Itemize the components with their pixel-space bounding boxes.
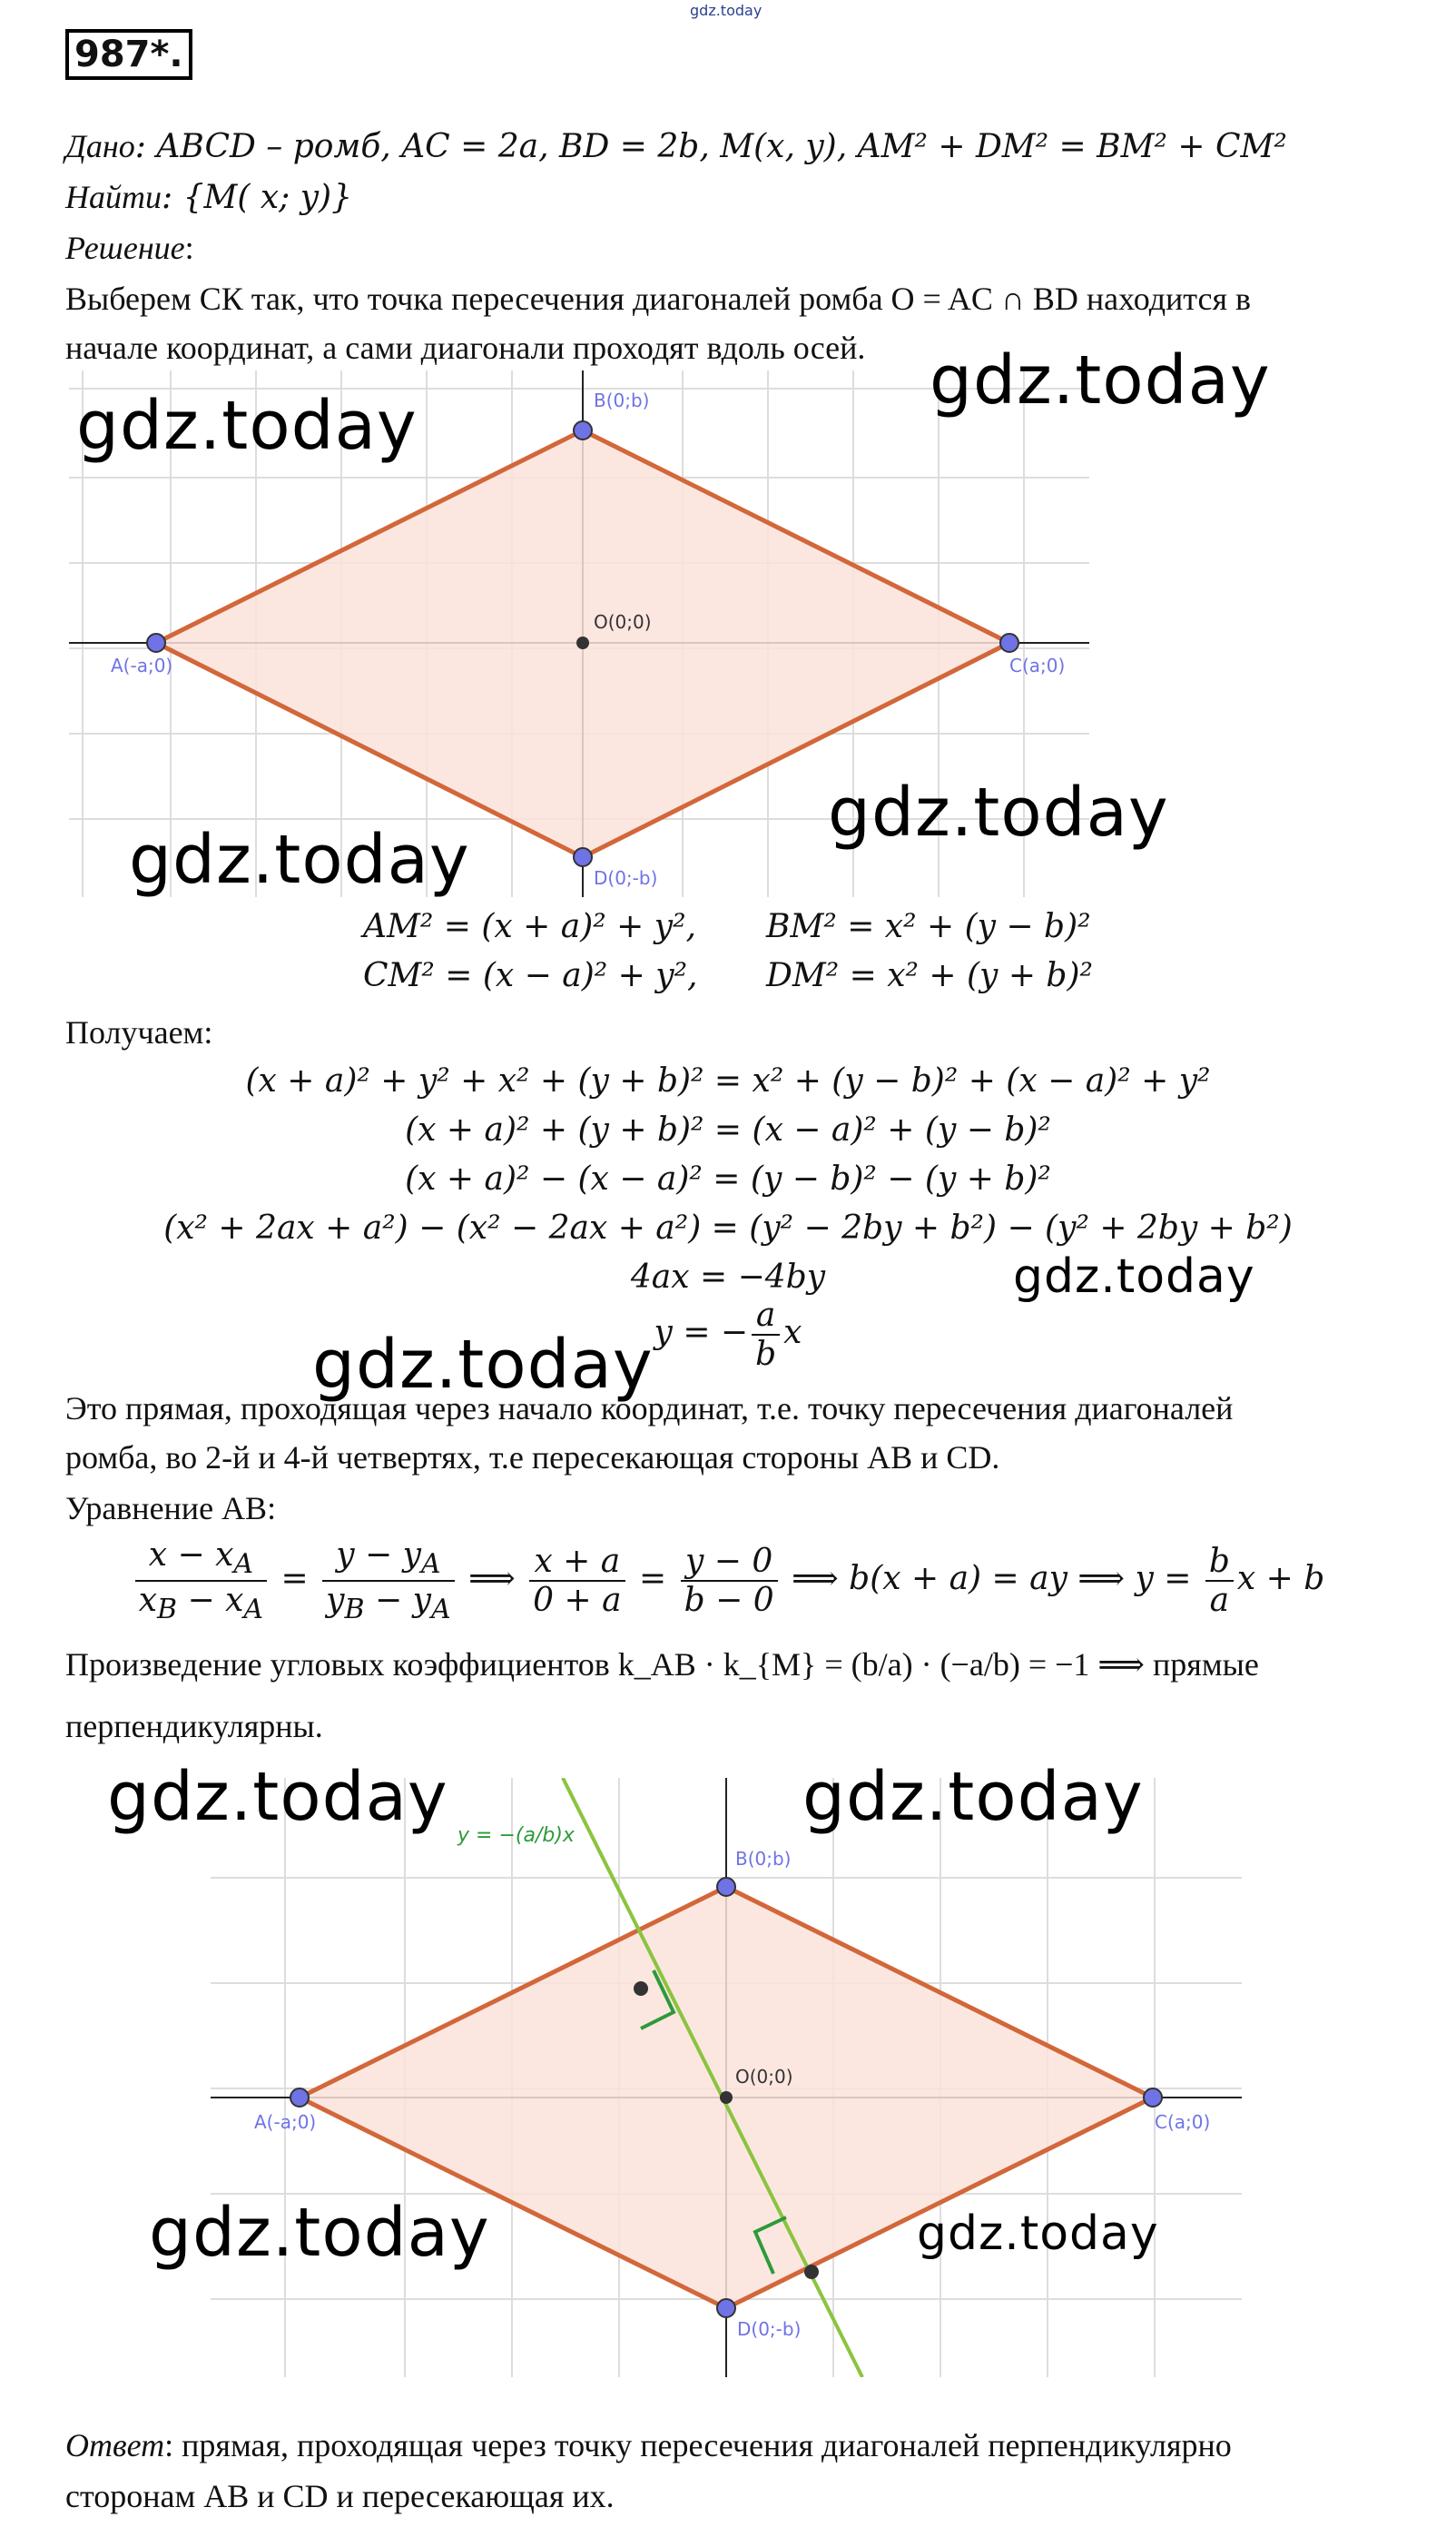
label-a: A(-a;0)	[254, 2111, 317, 2133]
point-d	[717, 2299, 735, 2317]
answer-line1: Ответ: прямая, проходящая через точку пересечения диагоналей перпендикулярно	[65, 2427, 1232, 2463]
problem-number: 987*.	[65, 29, 192, 80]
point-d	[574, 848, 592, 866]
find-text: : {M( x; y)}	[162, 179, 352, 216]
answer-line2: сторонам AB и CD и пересекающая их.	[65, 2478, 615, 2514]
rhombus-diagram-2	[211, 1778, 1242, 2377]
label-d: D(0;-b)	[737, 2318, 802, 2340]
watermark: gdz.today	[149, 2194, 490, 2272]
watermark: gdz.today	[802, 1758, 1144, 1836]
line-equation-label: y = −(a/b)x	[457, 1824, 575, 1847]
watermark: gdz.today	[107, 1758, 448, 1836]
label-d: D(0;-b)	[594, 867, 658, 889]
point-o	[576, 637, 589, 649]
formula-cm2: CM² = (x − a)² + y²,	[363, 957, 698, 994]
formula-am2: AM² = (x + a)² + y²,	[363, 908, 696, 945]
find-label: Найти	[65, 179, 162, 215]
watermark: gdz.today	[1013, 1249, 1255, 1304]
para2-line2: ромба, во 2-й и 4-й четвертях, т.е пересекающая стороны AB и CD.	[65, 1439, 1000, 1476]
given-label: Дано	[65, 128, 135, 164]
point-c	[1000, 634, 1018, 652]
para1-line1: Выберем СК так, что точка пересечения диагоналей ромба O = AC ∩ BD находится в	[65, 281, 1252, 317]
equation-2: (x + a)² + (y + b)² = (x − a)² + (y − b)²	[405, 1111, 1051, 1149]
ab-equation-label: Уравнение AB:	[65, 1490, 277, 1526]
watermark: gdz.today	[76, 387, 418, 465]
point-a	[290, 2088, 309, 2107]
formula-bm2: BM² = x² + (y − b)²	[766, 908, 1091, 945]
point-a	[147, 634, 165, 652]
watermark: gdz.today	[917, 2206, 1159, 2261]
watermark: gdz.today	[930, 341, 1271, 420]
label-a: A(-a;0)	[111, 655, 173, 676]
point-o	[720, 2091, 733, 2104]
para1-line2: начале координат, а сами диагонали проходят вдоль осей.	[65, 330, 866, 366]
intersection-ab	[634, 1981, 648, 1996]
intersection-cd	[804, 2265, 819, 2279]
given-line	[65, 127, 1287, 165]
label-c: C(a;0)	[1009, 655, 1066, 676]
given-text: : ABCD – ромб, AC = 2a, BD = 2b, M(x, y), AM² + DM² = BM² + CM²	[134, 128, 1287, 165]
solution-label: Решение	[65, 230, 185, 266]
label-b: B(0;b)	[735, 1848, 792, 1870]
equation-5: 4ax = −4by	[630, 1259, 826, 1296]
point-b	[717, 1878, 735, 1896]
point-c	[1144, 2088, 1162, 2107]
equation-1: (x + a)² + y² + x² + (y + b)² = x² + (y − b)² + (x − a)² + y²	[245, 1062, 1211, 1100]
watermark: gdz.today	[129, 821, 470, 899]
watermark: gdz.today	[312, 1326, 654, 1404]
formula-dm2: DM² = x² + (y + b)²	[766, 957, 1093, 994]
para3-line2: перпендикулярны.	[65, 1708, 323, 1744]
equation-6: y = − $\frac{a}{b}$ x	[654, 1297, 802, 1373]
answer-label: Ответ	[65, 2427, 165, 2463]
ab-equation: $\frac{x - x_A}{x_B - x_A}$ = $\frac{y - y_A}{y_B - y_A}$ ⟹ $\frac{x + a}{0 + a}$ = $\frac{y - 0}{b - 0}$ ⟹ b(x + a) = ay ⟹ y = $\frac{b}{a}$ x + b	[0, 1536, 1456, 1625]
find-line	[65, 178, 352, 216]
solution-line: Решение:	[65, 230, 194, 266]
para2-line1: Это прямая, проходящая через начало координат, т.е. точку пересечения диагоналей	[65, 1390, 1234, 1426]
label-o: O(0;0)	[594, 611, 652, 633]
equation-3: (x + a)² − (x − a)² = (y − b)² − (y + b)²	[405, 1160, 1051, 1198]
top-watermark: gdz.today	[690, 2, 762, 19]
para3-line1: Произведение угловых коэффициентов k_AB · k_{M} = (b/a) · (−a/b) = −1 ⟹ прямые	[65, 1646, 1259, 1683]
label-o: O(0;0)	[735, 2066, 793, 2088]
equation-4: (x² + 2ax + a²) − (x² − 2ax + a²) = (y² − 2by + b²) − (y² + 2by + b²)	[163, 1209, 1293, 1247]
fraction-a-over-b: $\frac{a}{b}$	[752, 1297, 780, 1373]
get-label: Получаем:	[65, 1014, 213, 1051]
label-c: C(a;0)	[1155, 2111, 1211, 2133]
label-b: B(0;b)	[594, 390, 650, 411]
point-b	[574, 421, 592, 439]
watermark: gdz.today	[828, 774, 1169, 852]
